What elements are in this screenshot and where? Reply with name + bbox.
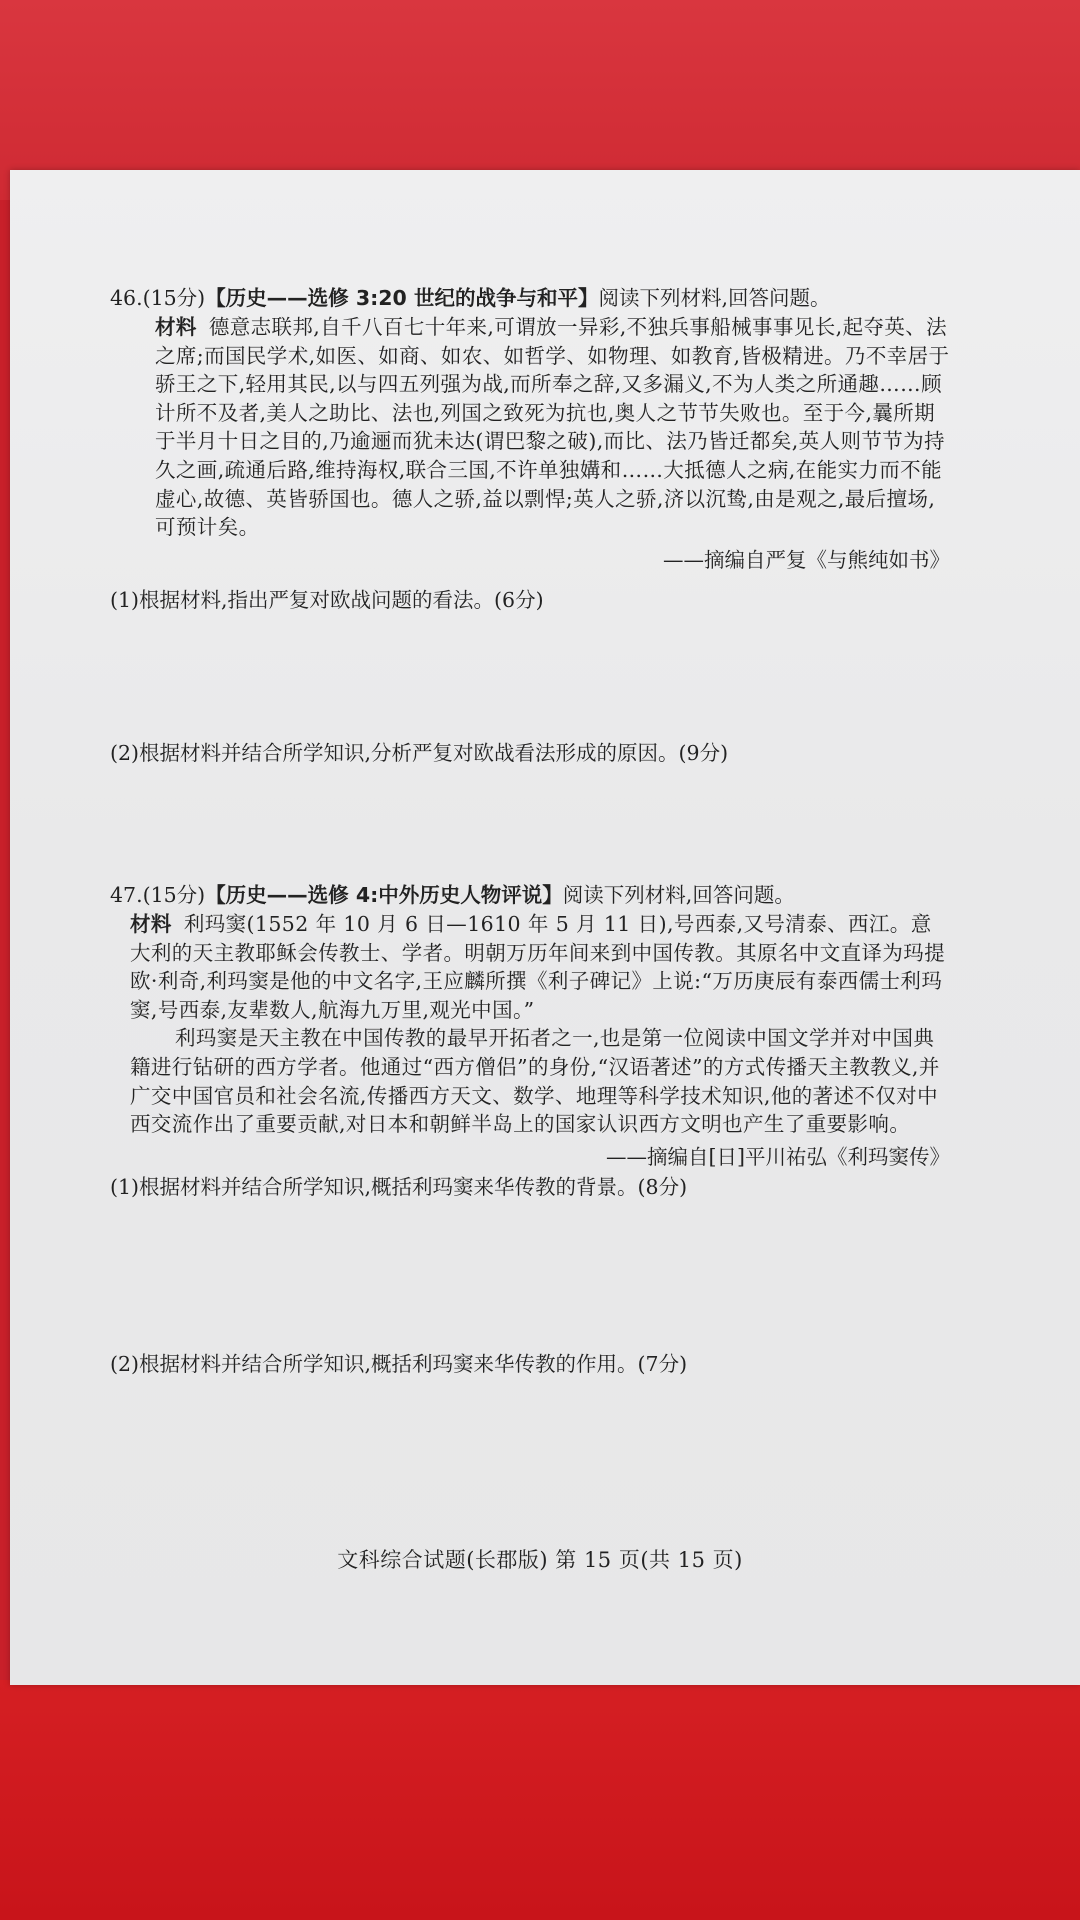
question-46-header xyxy=(110,283,950,313)
question-47-topic: 【历史——选修 4:中外历史人物评说】 xyxy=(205,883,563,907)
question-46-sub-2: (2)根据材料并结合所学知识,分析严复对欧战看法形成的原因。(9分) xyxy=(110,740,729,765)
question-46-sub-1: (1)根据材料,指出严复对欧战问题的看法。(6分) xyxy=(110,588,544,613)
question-47-source: ——摘编自[日]平川祐弘《利玛窦传》 xyxy=(606,1144,950,1169)
question-47-sub-2: (2)根据材料并结合所学知识,概括利玛窦来华传教的作用。(7分) xyxy=(110,1351,688,1376)
question-47 xyxy=(110,880,950,1379)
material-text: 德意志联邦,自千八百七十年来,可谓放一异彩,不独兵事船械事事见长,起夺英、法之席;而国民学术,如医、如商、如农、如哲学、如物理、如教育,皆极精进。乃不幸居于骄王之下,轻用其民,以与四五列强为战,而所奉之辞,又多漏义,不为人类之所通趣……顾计所不及者,美人之助比、法也,列国之致死为抗也,奥人之节节失败也。至于今,曩所期于半月十日之目的,乃逾逦而犹未达(谓巴黎之破),而比、法乃皆迁都矣,英人则节节为持久之画,疏通后路,维持海权,联合三国,不许单独媾和……大抵德人之病,在能实力而不能虚心,故德、英皆骄国也。德人之骄,益以剽悍;英人之骄,济以沉鸷,由是观之,最后擅场,可预计矣。 xyxy=(155,315,950,540)
material-label: 材料 xyxy=(130,912,172,936)
material-label: 材料 xyxy=(155,315,197,339)
question-46-source: ——摘编自严复《与熊纯如书》 xyxy=(663,547,950,572)
question-46-number: 46.(15分) xyxy=(110,286,206,310)
material-paragraph-1: 利玛窦(1552 年 10 月 6 日—1610 年 5 月 11 日),号西泰,又号清泰、西江。意大利的天主教耶稣会传教士、学者。明朝万历年间来到中国传教。其原名中文直译为玛提欧·利奇,利玛窦是他的中文名字,王应麟所撰《利子碑记》上说:“万历庚辰有泰西儒士利玛窦,号西泰,友辈数人,航海九万里,观光中国。” xyxy=(130,912,946,1022)
page-footer: 文科综合试题(长郡版) 第 15 页(共 15 页) xyxy=(337,1548,743,1572)
question-47-sub-1: (1)根据材料并结合所学知识,概括利玛窦来华传教的背景。(8分) xyxy=(110,1175,688,1200)
question-46-instruction: 阅读下列材料,回答问题。 xyxy=(598,286,831,310)
question-47-header xyxy=(110,880,950,910)
material-paragraph-2: 利玛窦是天主教在中国传教的最早开拓者之一,也是第一位阅读中国文学并对中国典籍进行钻研的西方学者。他通过“西方僧侣”的身份,“汉语著述”的方式传播天主教教义,并广交中国官员和社会名流,传播西方天文、数学、地理等科学技术知识,他的著述不仅对中西交流作出了重要贡献,对日本和朝鲜半岛上的国家认识西方文明也产生了重要影响。 xyxy=(130,1026,940,1137)
question-47-instruction: 阅读下列材料,回答问题。 xyxy=(562,883,795,907)
red-tablecloth-bottom xyxy=(0,1680,1080,1920)
question-47-material xyxy=(130,910,950,1139)
question-47-number: 47.(15分) xyxy=(110,883,206,907)
question-46-material xyxy=(155,313,950,542)
question-46 xyxy=(110,283,950,768)
question-46-topic: 【历史——选修 3:20 世纪的战争与和平】 xyxy=(205,286,599,310)
